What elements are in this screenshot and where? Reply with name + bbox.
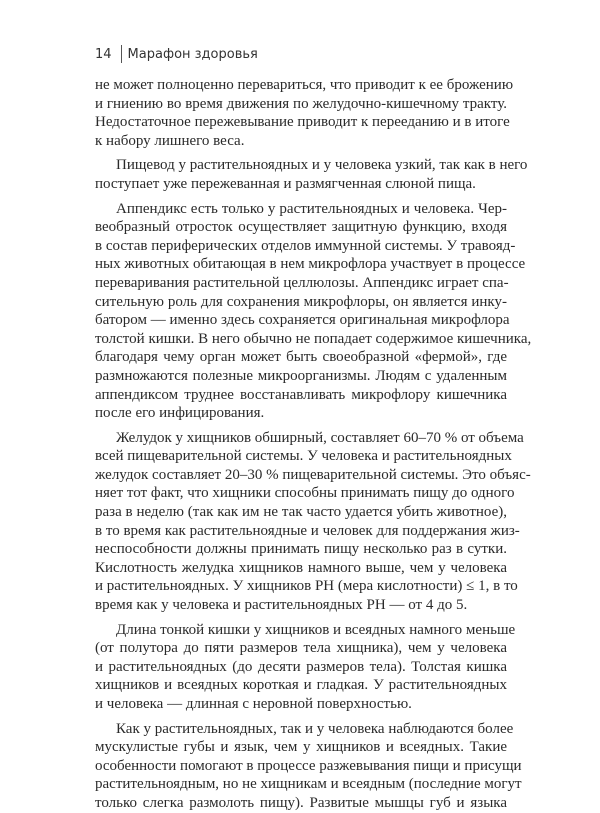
text-line: Длина тонкой кишки у хищников и всеядных намного меньше <box>116 621 516 638</box>
paragraph <box>95 720 522 813</box>
page-number: 14 <box>95 46 112 62</box>
text-line: неспособности должны принимать пищу несколько раз в сутки. <box>95 541 507 558</box>
paragraph <box>95 621 516 714</box>
text-line: и растительноядных. У хищников PH (мера кислотности) ≤ 1, в то <box>95 578 518 595</box>
paragraph <box>95 76 514 150</box>
text-line: Аппендикс есть только у растительноядных и человека. Чер- <box>116 200 507 217</box>
text-line: время как у человека и растительноядных PH — от 4 до 5. <box>95 597 468 614</box>
text-line: растительноядным, но не хищникам и всеядным (последние могут <box>95 776 522 793</box>
text-line: поступает уже пережеванная и размягченная слюной пища. <box>95 175 476 192</box>
text-line: переваривания растительной целлюлозы. Аппендикс играет спа- <box>95 274 509 291</box>
text-line: толстой кишки. В него обычно не попадает содержимое кишечника, <box>95 330 532 347</box>
text-line: батором — именно здесь сохраняется оригинальная микрофлора <box>95 312 510 329</box>
text-line: хищников и всеядных короткая и гладкая. У растительноядных <box>95 677 507 694</box>
paragraph <box>95 429 531 615</box>
running-header <box>95 44 258 64</box>
text-line: веобразный отросток осуществляет защитную функцию, входя <box>95 219 507 236</box>
text-line: няет тот факт, что хищники способны принимать пищу до одного <box>95 485 515 502</box>
text-line: Желудок у хищников обширный, составляет 60–70 % от объема <box>116 429 524 446</box>
text-line: Как у растительноядных, так и у человека наблюдаются более <box>116 720 514 737</box>
paragraph <box>95 156 528 193</box>
text-line: мускулистые губы и язык, чем у хищников и всеядных. Такие <box>95 739 507 756</box>
text-line: и гниению во время движения по желудочно-кишечному тракту. <box>95 95 507 112</box>
text-line: в состав периферических отделов иммунной системы. У травояд- <box>95 237 516 254</box>
text-line: ных животных обитающая в нем микрофлора участвует в процессе <box>95 256 526 273</box>
text-line: к набору лишнего веса. <box>95 132 245 149</box>
text-line: после его инфицирования. <box>95 405 265 422</box>
text-line: размножаются полезные микроорганизмы. Людям с удаленным <box>95 367 507 384</box>
running-title: Марафон здоровья <box>127 46 258 62</box>
text-line: сительную роль для сохранения микрофлоры, он является инку- <box>95 293 507 310</box>
text-line: особенности помогают в процессе разжевывания пищи и присущи <box>95 757 522 774</box>
text-line: Пищевод у растительноядных и у человека узкий, так как в него <box>116 157 528 174</box>
text-line: аппендиксом труднее восстанавливать микрофлору кишечника <box>95 386 507 403</box>
text-line: и человека — длинная с неровной поверхностью. <box>95 696 412 712</box>
paragraph <box>95 200 532 423</box>
text-line: и растительноядных (до десяти размеров тела). Толстая кишка <box>95 658 507 675</box>
text-line: не может полноценно перевариться, что приводит к ее брожению <box>95 77 514 93</box>
text-line: (от полутора до пяти размеров тела хищника), чем у человека <box>95 640 507 657</box>
text-line: раза в неделю (так как им не так часто удается убить животное), <box>95 504 507 521</box>
body-text <box>95 76 532 813</box>
text-line: благодаря чему орган может быть своеобразной «фермой», где <box>95 349 507 366</box>
text-line: всей пищеварительной системы. У человека и растительноядных <box>95 448 512 465</box>
text-line: только слегка размолоть пищу). Развитые мышцы губ и языка <box>95 794 507 811</box>
header-divider <box>121 45 122 63</box>
text-line: Кислотность желудка хищников намного выше, чем у человека <box>95 559 507 576</box>
text-line: в то время как растительноядные и человек для поддержания жиз- <box>95 522 520 539</box>
text-line: желудок составляет 20–30 % пищеварительной системы. Это объяс- <box>95 466 531 483</box>
text-line: Недостаточное пережевывание приводит к перееданию и в итоге <box>95 114 510 131</box>
